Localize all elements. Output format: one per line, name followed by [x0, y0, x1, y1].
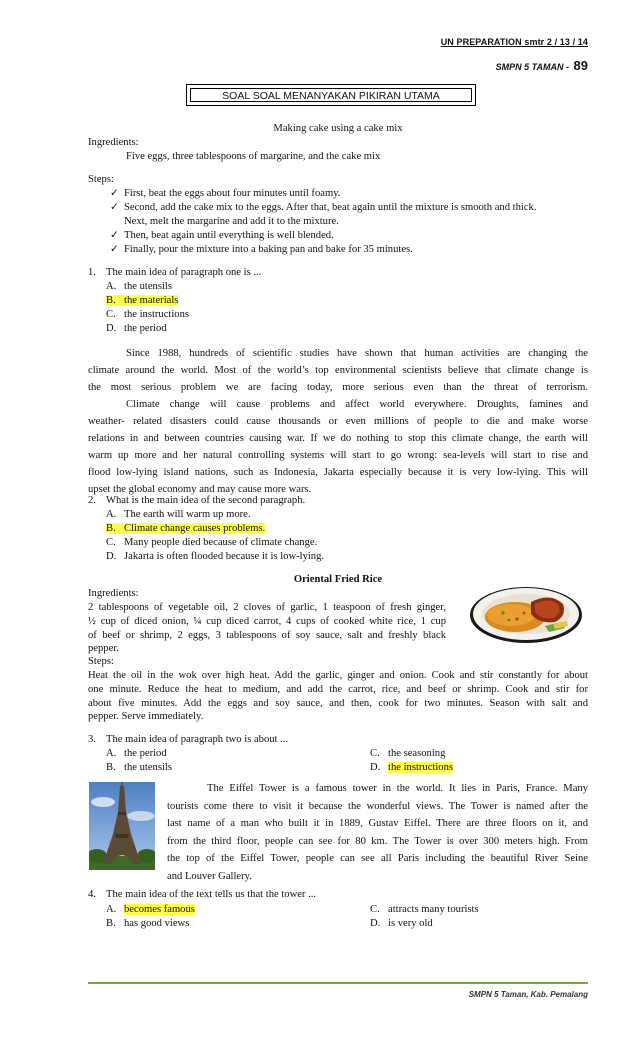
- q1-option-b[interactable]: B. the materials: [106, 295, 179, 306]
- text1-title: Making cake using a cake mix: [273, 123, 403, 134]
- q1-option-a[interactable]: A. the utensils: [106, 281, 172, 292]
- q4-option-d[interactable]: D. is very old: [370, 918, 433, 929]
- header-school-name: SMPN 5 TAMAN: [495, 62, 564, 72]
- q3-option-b[interactable]: B. the utensils: [106, 762, 172, 773]
- text3-ingredients: 2 tablespoons of vegetable oil, 2 cloves of garlic, 1 teaspoon of fresh ginger, ½ cup of diced onion, ¼ cup diced carrot, 4 cups of cooked white rice, 1 cup of beef or shrimp, 2 eggs, 3 tablespoons of soy sauce, salt and freshly black pepper.: [88, 602, 446, 655]
- q2-question: 2. What is the main idea of the second paragraph.: [88, 495, 306, 506]
- header-separator: -: [566, 62, 570, 72]
- text4-passage: The Eiffel Tower is a famous tower in the world. It lies in Paris, France. Many tourists come there to visit it because the wonderful views. The Tower is named after the last name of a man who built it in 1889, Gustav Eiffel. There are three floors on it, and from the third floor, people can see for 80 km. The Tower is over 300 meters high. From the top of the Eiffel Tower, people can see all Paris including the beautiful River Seine and Louver Gallery.: [167, 783, 588, 882]
- footer-school: SMPN 5 Taman, Kab. Pemalang: [468, 990, 588, 999]
- q4-option-b[interactable]: B. has good views: [106, 918, 190, 929]
- text1-ingredients: Five eggs, three tablespoons of margarine, and the cake mix: [126, 151, 381, 162]
- checkmark-icon: ✓: [110, 202, 119, 213]
- step-item: ✓ Then, beat again until everything is well blended.: [110, 230, 334, 241]
- text3-steps: Heat the oil in the wok over high heat. Add the garlic, ginger and onion. Cook and stir constantly for about one minute. Reduce the heat to medium, and add the carrot, rice, and beef or shrimp. Cook and stir for about five minutes. Add the eggs and soy sauce, and then, cook for two minutes. Season with salt and pepper. Serve immediately.: [88, 670, 588, 723]
- page-title: SOAL SOAL MENANYAKAN PIKIRAN UTAMA: [190, 88, 472, 102]
- q4-option-c[interactable]: C. attracts many tourists: [370, 904, 479, 915]
- text1-ingredients-label: Ingredients:: [88, 137, 139, 148]
- checkmark-icon: ✓: [110, 244, 119, 255]
- checkmark-icon: ✓: [110, 188, 119, 199]
- step-continuation: Next, melt the margarine and add it to the mixture.: [124, 216, 339, 227]
- step-item: ✓ First, beat the eggs about four minutes until foamy.: [110, 188, 341, 199]
- q3-question: 3. The main idea of paragraph two is about ...: [88, 734, 289, 745]
- fried-rice-image: [469, 582, 583, 644]
- checkmark-icon: ✓: [110, 230, 119, 241]
- q1-option-c[interactable]: C. the instructions: [106, 309, 190, 320]
- q3-option-c[interactable]: C. the seasoning: [370, 748, 446, 759]
- q2-option-c[interactable]: C. Many people died because of climate change.: [106, 537, 318, 548]
- header-school: [496, 58, 588, 75]
- title-box: [186, 84, 476, 106]
- eiffel-tower-image: [89, 782, 155, 870]
- q1-question: 1. The main idea of paragraph one is ...: [88, 267, 262, 278]
- text2-passage: Since 1988, hundreds of scientific studies have shown that human activities are changing the climate around the world. Most of the world’s top environmental scientists believe that climate change is the most serious problem we are facing today, more serious even than the threat of terrorism. Climate change will cause problems and affect world everywhere. Droughts, famines and weather- related disasters could cause thousands or even millions of people to die and make worse relations in and between countries causing war. If we do nothing to stop this climate change, the earth will warm up more and her natural controlling systems will start to go wrong: sea-levels will start to rise and flood low-lying island nations, such as Indonesia, Jakarta especially because it is very low-lying. This will upset the global economy and may cause more wars.: [88, 348, 588, 495]
- step-item: ✓ Second, add the cake mix to the eggs. After that, beat again until the mixture is smooth and thick.: [110, 202, 537, 213]
- q2-option-d[interactable]: D. Jakarta is often flooded because it is low-lying.: [106, 551, 325, 562]
- q4-option-a[interactable]: A. becomes famous: [106, 904, 195, 915]
- page-number: 89: [573, 58, 588, 73]
- step-item: ✓ Finally, pour the mixture into a baking pan and bake for 35 minutes.: [110, 244, 413, 255]
- q2-option-a[interactable]: A. The earth will warm up more.: [106, 509, 251, 520]
- q3-option-d[interactable]: D. the instructions: [370, 762, 454, 773]
- header-exam-label: UN PREPARATION smtr 2 / 13 / 14: [440, 37, 588, 47]
- q4-question: 4. The main idea of the text tells us that the tower ...: [88, 889, 317, 900]
- footer-divider: [88, 982, 588, 984]
- text3-steps-label: Steps:: [88, 656, 114, 667]
- text3-ingredients-label: Ingredients:: [88, 588, 139, 599]
- text1-steps-label: Steps:: [88, 174, 114, 185]
- q1-option-d[interactable]: D. the period: [106, 323, 167, 334]
- q2-option-b[interactable]: B. Climate change causes problems.: [106, 523, 266, 534]
- q3-option-a[interactable]: A. the period: [106, 748, 167, 759]
- text3-title: Oriental Fried Rice: [293, 574, 383, 585]
